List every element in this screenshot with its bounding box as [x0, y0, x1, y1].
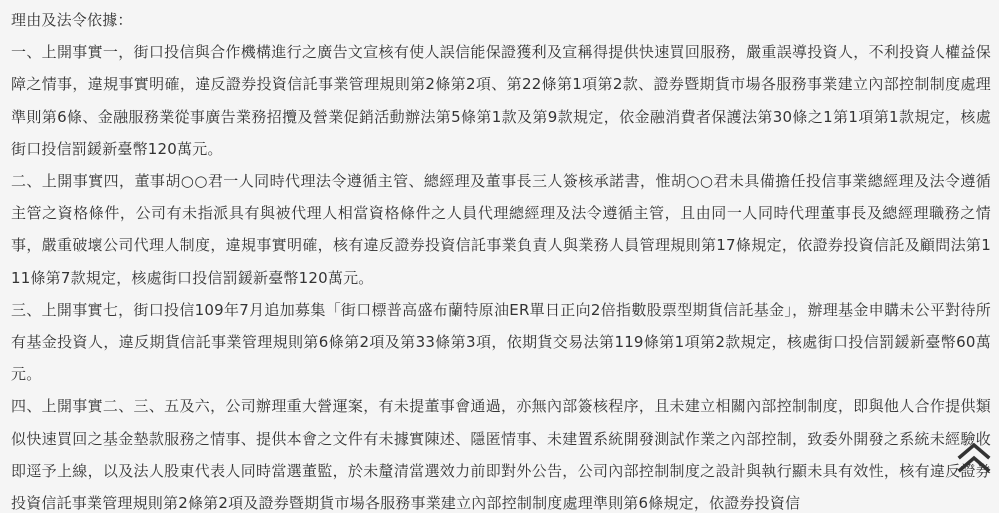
paragraph-four: 四、上開事實二、三、五及六，公司辦理重大營運案，有未提董事會通過，亦無內部簽核程序，且未建立相關內部控制制度，即與他人合作提供類似快速買回之基金墊款服務之情事、提供本會之文件有未據實陳述、隱匿情事、未建置系統開發測試作業之內部控制，致委外開發之系統未經驗收即逕予上線，以及法人股東代表人同時當選董監，於未釐清當選效力前即對外公告，公司內部控制制度之設計與執行顯未具有效性，核有違反證券投資信託事業管理規則第2條第2項及證券暨期貨市場各服務事業建立內部控制制度處理準則第6條規定，依證券投資信: [11, 397, 991, 513]
double-chevron-up-icon: [955, 438, 993, 476]
paragraph-one: 一、上開事實一，街口投信與合作機構進行之廣告文宣核有使人誤信能保證獲利及宣稱得提供快速買回服務，嚴重誤導投資人，不利投資人權益保障之情事，違規事實明確，違反證券投資信託事業管理規則第2條第2項、第22條第1項第2款、證券暨期貨市場各服務事業建立內部控制制度處理準則第6條、金融服務業從事廣告業務招攬及營業促銷活動辦法第5條第1款及第9款規定，依金融消費者保護法第30條之1第1項第1款規定，核處街口投信罰鍰新臺幣120萬元。: [11, 43, 991, 158]
paragraph-two: 二、上開事實四，董事胡○○君一人同時代理法令遵循主管、總經理及董事長三人簽核承諾書，惟胡○○君未具備擔任投信事業總經理及法令遵循主管之資格條件，公司有未指派具有與被代理人相當資格條件之人員代理總經理及法令遵循主管，且由同一人同時代理董事長及總經理職務之情事，嚴重破壞公司代理人制度，違規事實明確，核有違反證券投資信託事業負責人與業務人員管理規則第17條規定，依證券投資信託及顧問法第111條第7款規定，核處街口投信罰鍰新臺幣120萬元。: [11, 172, 991, 287]
reason-heading: 理由及法令依據：: [11, 11, 133, 29]
paragraph-three: 三、上開事實七，街口投信109年7月追加募集「街口標普高盛布蘭特原油ER單日正向2倍指數股票型期貨信託基金」，辦理基金申購未公平對待所有基金投資人，違反期貨信託事業管理規則第6條第2項及第33條第3項，依期貨交易法第119條第1項第2款規定，核處街口投信罰鍰新臺幣60萬元。: [11, 300, 991, 384]
scroll-to-top-button[interactable]: [955, 438, 993, 476]
